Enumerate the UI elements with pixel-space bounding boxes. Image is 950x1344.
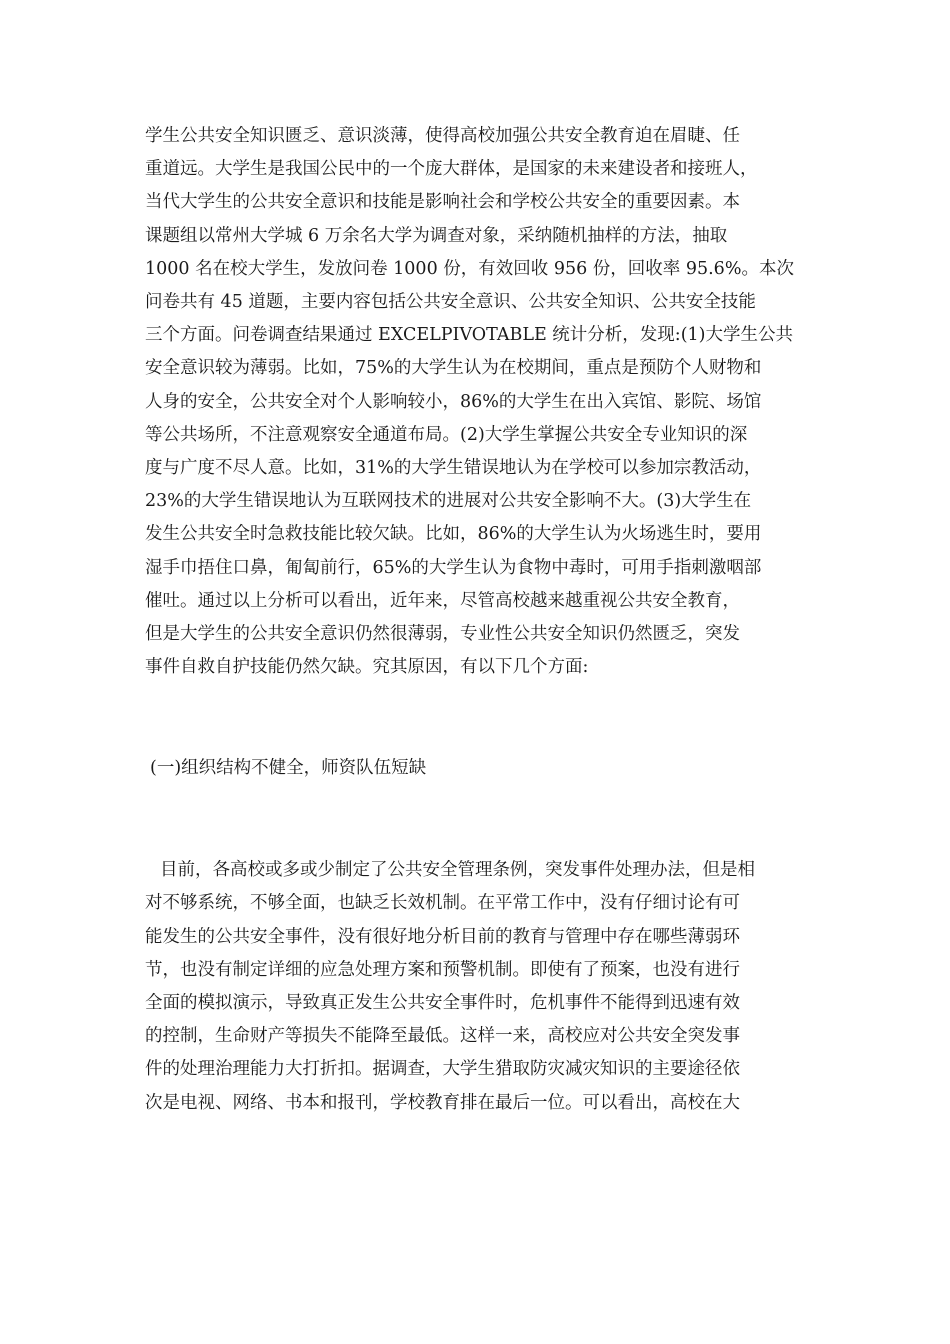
text-line: 能发生的公共安全事件，没有很好地分析目前的教育与管理中存在哪些薄弱环: [145, 927, 740, 947]
text-line: 目前，各高校或多或少制定了公共安全管理条例，突发事件处理办法，但是相: [160, 860, 755, 880]
text-line: 等公共场所，不注意观察安全通道布局。(2)大学生掌握公共安全专业知识的深: [145, 425, 748, 445]
section-heading: (一)组织结构不健全，师资队伍短缺: [150, 758, 427, 778]
text-line: 安全意识较为薄弱。比如，75%的大学生认为在校期间，重点是预防个人财物和: [145, 358, 762, 378]
text-line: 度与广度不尽人意。比如，31%的大学生错误地认为在学校可以参加宗教活动，: [145, 458, 762, 478]
text-line: 人身的安全，公共安全对个人影响较小，86%的大学生在出入宾馆、影院、场馆: [145, 392, 762, 412]
text-line: 但是大学生的公共安全意识仍然很薄弱，专业性公共安全知识仍然匮乏，突发: [145, 624, 740, 644]
text-line: 次是电视、网络、书本和报刊，学校教育排在最后一位。可以看出，高校在大: [145, 1093, 740, 1113]
text-line: 当代大学生的公共安全意识和技能是影响社会和学校公共安全的重要因素。本: [145, 192, 740, 212]
text-line: 问卷共有 45 道题，主要内容包括公共安全意识、公共安全知识、公共安全技能: [145, 292, 756, 312]
text-line: 的控制，生命财产等损失不能降至最低。这样一来，高校应对公共安全突发事: [145, 1026, 740, 1046]
text-line: 重道远。大学生是我国公民中的一个庞大群体，是国家的未来建设者和接班人，: [145, 159, 758, 179]
text-line: 1000 名在校大学生，发放问卷 1000 份，有效回收 956 份，回收率 95.6%。本次: [145, 259, 794, 279]
text-line: 节，也没有制定详细的应急处理方案和预警机制。即使有了预案，也没有进行: [145, 960, 740, 980]
text-line: 催吐。通过以上分析可以看出，近年来，尽管高校越来越重视公共安全教育，: [145, 591, 740, 611]
text-line: 对不够系统，不够全面，也缺乏长效机制。在平常工作中，没有仔细讨论有可: [145, 893, 740, 913]
text-line: 全面的模拟演示，导致真正发生公共安全事件时，危机事件不能得到迅速有效: [145, 993, 740, 1013]
text-line: 事件自救自护技能仍然欠缺。究其原因，有以下几个方面:: [145, 657, 589, 677]
text-line: 23%的大学生错误地认为互联网技术的进展对公共安全影响不大。(3)大学生在: [145, 491, 752, 511]
text-line: 发生公共安全时急救技能比较欠缺。比如，86%的大学生认为火场逃生时，要用: [145, 524, 762, 544]
text-line: 课题组以常州大学城 6 万余名大学为调查对象，采纳随机抽样的方法，抽取: [145, 226, 728, 246]
text-line: 件的处理治理能力大打折扣。据调查，大学生猎取防灾减灾知识的主要途径依: [145, 1059, 740, 1079]
text-line: 三个方面。问卷调查结果通过 EXCELPIVOTABLE 统计分析，发现:(1)大学生公共: [145, 325, 793, 345]
text-line: 湿手巾捂住口鼻，匍匐前行，65%的大学生认为食物中毒时，可用手指刺激咽部: [145, 558, 762, 578]
text-line: 学生公共安全知识匮乏、意识淡薄，使得高校加强公共安全教育迫在眉睫、任: [145, 126, 740, 146]
